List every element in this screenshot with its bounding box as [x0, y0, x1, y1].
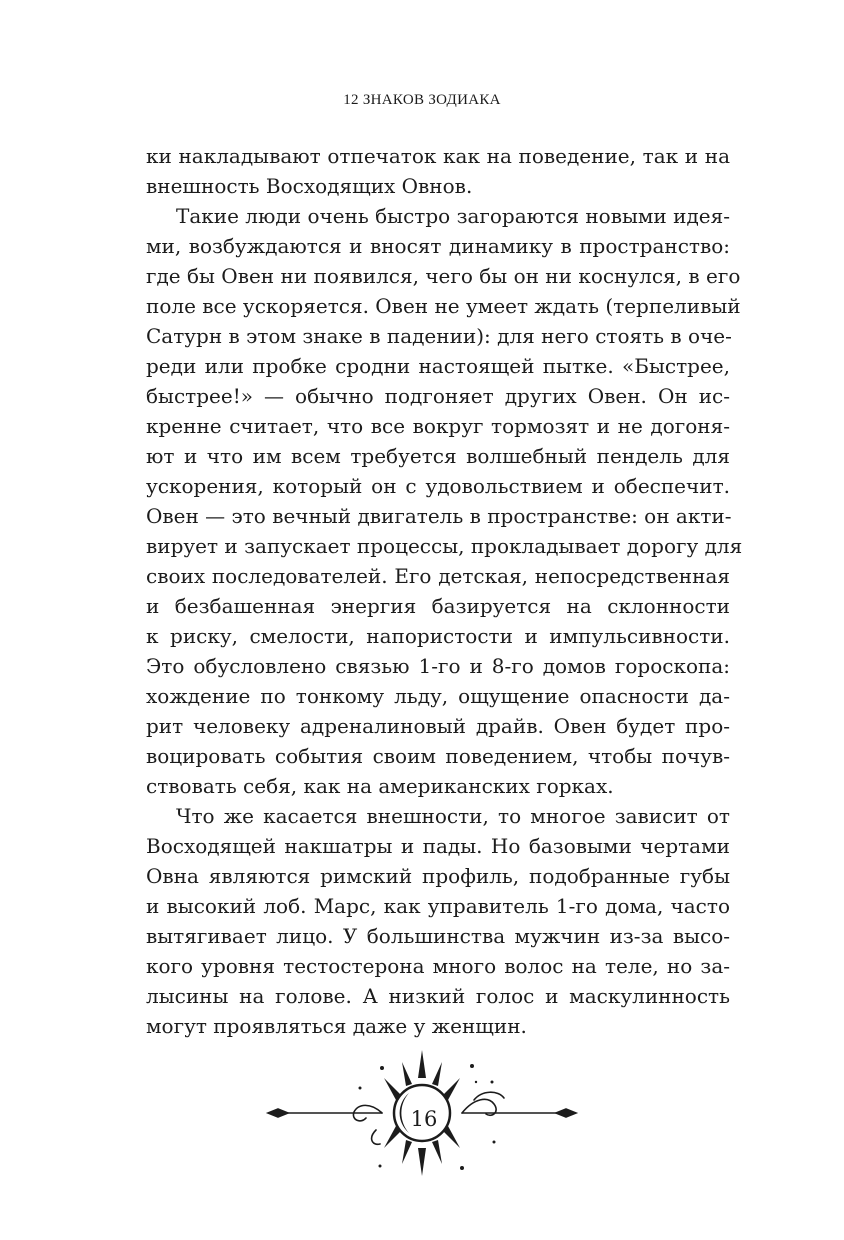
text-line: вытягивает лицо. У большинства мужчин из-за высо- [146, 924, 730, 948]
right-wave-icon [474, 1092, 504, 1100]
text-line: своих последователей. Его детская, непосредственная [146, 564, 730, 588]
text-line: Восходящей накшатры и пады. Но базовыми чертами [146, 834, 730, 858]
text-line: где бы Овен ни появился, чего бы он ни коснулся, в его [146, 264, 741, 288]
text-line: Такие люди очень быстро загораются новыми идея- [176, 204, 730, 228]
left-leaf-icon [372, 1130, 380, 1144]
text-line: ки накладывают отпечаток как на поведение, так и на [146, 144, 730, 168]
text-line: поле все ускоряется. Овен не умеет ждать (терпеливый [146, 294, 741, 318]
text-line: ми, возбуждаются и вносят динамику в пространство: [146, 234, 730, 258]
text-line: к риску, смелости, напористости и импульсивности. [146, 624, 730, 648]
text-line: Сатурн в этом знаке в падении): для него стоять в оче- [146, 324, 732, 348]
text-line: ют и что им всем требуется волшебный пендель для [146, 444, 730, 468]
text-line: лысины на голове. А низкий голос и маскулинность [146, 984, 730, 1008]
page-number: 16 [410, 1107, 438, 1131]
text-line: вирует и запускает процессы, прокладывает дорогу для [146, 534, 743, 558]
text-line: Что же касается внешности, то многое зависит от [176, 804, 730, 828]
text-line: быстрее!» — обычно подгоняет других Овен. Он ис- [146, 384, 730, 408]
left-arrow-tip-icon [268, 1109, 288, 1117]
text-line: кренне считает, что все вокруг тормозят и не догоня- [146, 414, 730, 438]
body-text [146, 141, 743, 1041]
text-line: внешность Восходящих Овнов. [146, 174, 473, 198]
text-line: ствовать себя, как на американских горках. [146, 774, 614, 798]
text-line: Это обусловлено связью 1-го и 8-го домов гороскопа: [146, 654, 730, 678]
text-line: Овен — это вечный двигатель в пространстве: он акти- [146, 504, 732, 528]
text-line: могут проявляться даже у женщин. [146, 1014, 527, 1038]
text-line: кого уровня тестостерона много волос на теле, но за- [146, 954, 730, 978]
running-title: 12 ЗНАКОВ ЗОДИАКА [343, 92, 501, 108]
text-line: хождение по тонкому льду, ощущение опасности да- [146, 684, 730, 708]
right-arrow-tip-icon [556, 1109, 576, 1117]
text-line: ускорения, который он с удовольствием и обеспечит. [146, 474, 730, 498]
text-line: Овна являются римский профиль, подобранные губы [146, 864, 730, 888]
text-line: реди или пробке сродни настоящей пытке. «Быстрее, [146, 354, 730, 378]
text-line: рит человеку адреналиновый драйв. Овен будет про- [146, 714, 730, 738]
text-line: и высокий лоб. Марс, как управитель 1-го дома, часто [146, 894, 730, 918]
text-line: и безбашенная энергия базируется на склонности [146, 594, 730, 618]
text-line: воцировать события своим поведением, чтобы почув- [146, 744, 730, 768]
